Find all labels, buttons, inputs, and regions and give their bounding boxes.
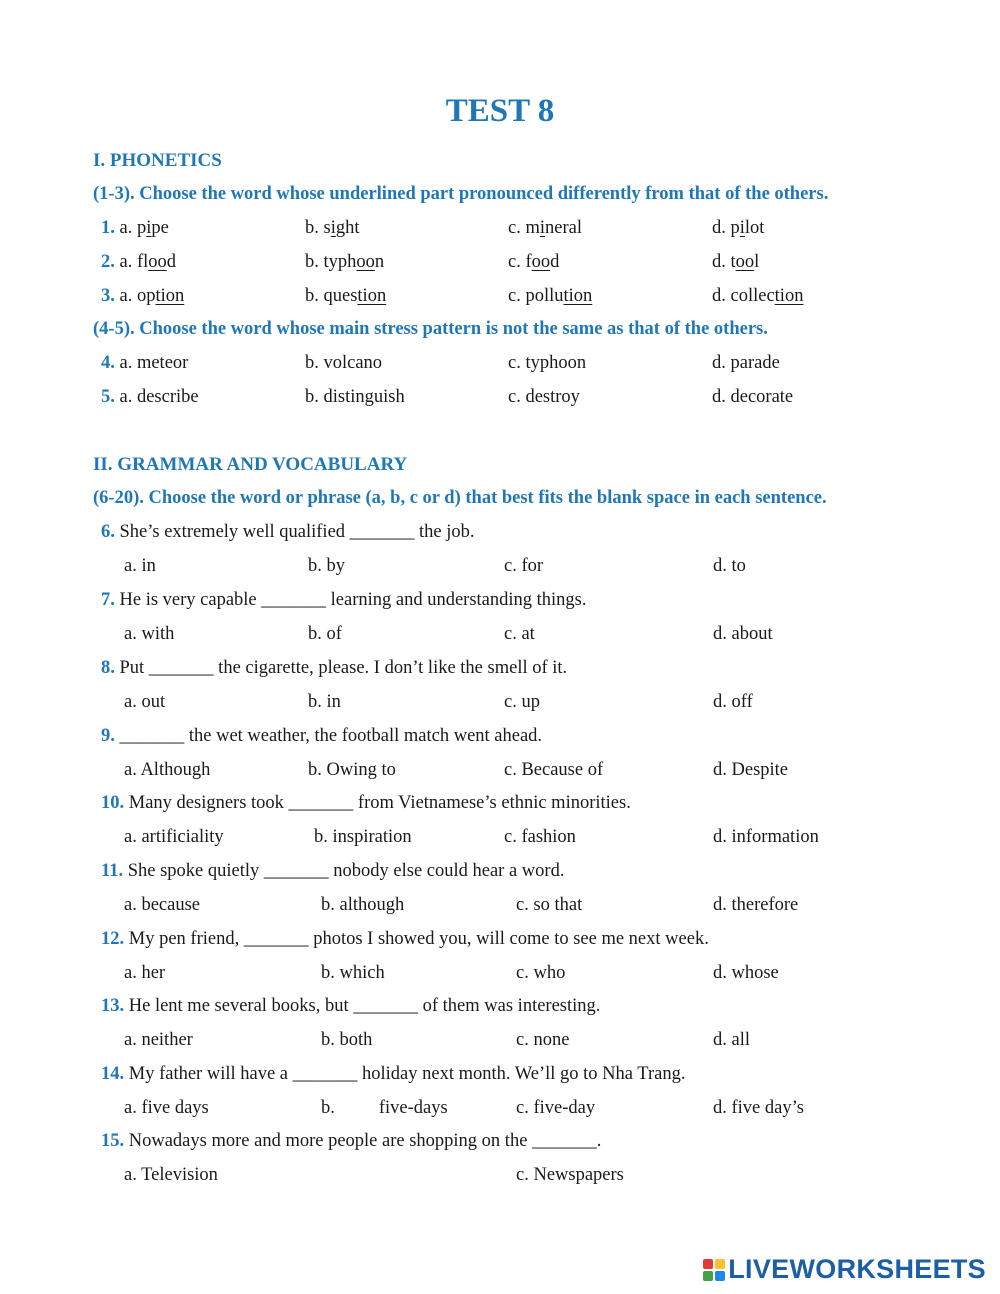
option-b[interactable]: b. volcano: [305, 353, 383, 373]
option-c[interactable]: c. food: [508, 252, 560, 272]
option-a[interactable]: a. in: [124, 556, 156, 576]
option-b[interactable]: b. question: [305, 286, 387, 306]
option-b[interactable]: b. which: [321, 963, 385, 983]
option-b[interactable]: b. inspiration: [314, 827, 412, 847]
option-a[interactable]: a. her: [124, 963, 166, 983]
instruction-1-3: (1-3). Choose the word whose underlined part pronounced differently from that of the others.: [93, 184, 829, 204]
option-a[interactable]: a. Although: [124, 760, 211, 780]
option-c[interactable]: c. at: [504, 624, 535, 644]
question-8: 8. Put _______ the cigarette, please. I don’t like the smell of it.: [101, 658, 568, 678]
question-12: 12. My pen friend, _______ photos I showed you, will come to see me next week.: [101, 929, 709, 949]
option-b[interactable]: b. typhoon: [305, 252, 385, 272]
option-b[interactable]: b. Owing to: [308, 760, 396, 780]
option-c[interactable]: c. five-day: [516, 1098, 596, 1118]
question-number: 5.: [101, 387, 115, 407]
question-3: [101, 286, 184, 307]
section-heading-grammar: II. GRAMMAR AND VOCABULARY: [93, 454, 408, 475]
option-d[interactable]: d. therefore: [713, 895, 799, 915]
option-d[interactable]: d. pilot: [712, 218, 765, 238]
question-9: 9. _______ the wet weather, the football match went ahead.: [101, 726, 543, 746]
option-a[interactable]: a. meteor: [119, 353, 189, 373]
option-b[interactable]: b. in: [308, 692, 341, 712]
question-number: 1.: [101, 218, 115, 238]
option-b[interactable]: b. five-days: [321, 1098, 448, 1118]
option-c[interactable]: c. pollution: [508, 286, 593, 306]
question-number: 2.: [101, 252, 115, 272]
question-1: [101, 218, 169, 239]
option-c[interactable]: c. so that: [516, 895, 583, 915]
option-b[interactable]: b. of: [308, 624, 342, 644]
option-d[interactable]: d. five day’s: [713, 1098, 804, 1118]
logo-text: LIVEWORKSHEETS: [728, 1254, 986, 1284]
option-c[interactable]: c. typhoon: [508, 353, 587, 373]
option-c[interactable]: c. destroy: [508, 387, 580, 407]
option-a[interactable]: a. neither: [124, 1030, 193, 1050]
option-d[interactable]: d. off: [713, 692, 753, 712]
option-a[interactable]: a. five days: [124, 1098, 209, 1118]
option-a[interactable]: a. artificiality: [124, 827, 224, 847]
option-b[interactable]: b. sight: [305, 218, 360, 238]
question-14: 14. My father will have a _______ holiday next month. We’ll go to Nha Trang.: [101, 1064, 686, 1084]
option-b[interactable]: b. by: [308, 556, 345, 576]
option-d[interactable]: d. all: [713, 1030, 750, 1050]
option-c[interactable]: c. fashion: [504, 827, 576, 847]
option-b[interactable]: b. although: [321, 895, 405, 915]
option-a[interactable]: a. pipe: [119, 218, 169, 238]
option-a[interactable]: a. out: [124, 692, 166, 712]
question-13: 13. He lent me several books, but _______ of them was interesting.: [101, 996, 601, 1016]
option-c[interactable]: c. Because of: [504, 760, 604, 780]
option-c[interactable]: c. none: [516, 1030, 570, 1050]
option-a[interactable]: a. option: [119, 286, 185, 306]
page-title: TEST 8: [445, 93, 555, 129]
option-b[interactable]: b. both: [321, 1030, 373, 1050]
question-4: [101, 353, 188, 374]
option-d[interactable]: d. Despite: [713, 760, 789, 780]
option-c[interactable]: c. for: [504, 556, 544, 576]
option-d[interactable]: d. to: [713, 556, 746, 576]
option-a[interactable]: a. because: [124, 895, 201, 915]
option-d[interactable]: d. tool: [712, 252, 760, 272]
option-c[interactable]: c. Newspapers: [516, 1165, 624, 1185]
liveworksheets-logo[interactable]: [703, 1254, 986, 1285]
question-6: 6. She’s extremely well qualified _______ the job.: [101, 522, 475, 542]
option-c[interactable]: c. who: [516, 963, 566, 983]
option-c[interactable]: c. up: [504, 692, 540, 712]
option-a[interactable]: a. with: [124, 624, 175, 644]
option-a[interactable]: a. flood: [119, 252, 177, 272]
instruction-4-5: (4-5). Choose the word whose main stress pattern is not the same as that of the others.: [93, 319, 768, 339]
option-d[interactable]: d. whose: [713, 963, 779, 983]
option-d[interactable]: d. decorate: [712, 387, 794, 407]
section-heading-phonetics: I. PHONETICS: [93, 150, 222, 171]
question-number: 3.: [101, 286, 115, 306]
option-d[interactable]: d. collection: [712, 286, 804, 306]
question-7: 7. He is very capable _______ learning and understanding things.: [101, 590, 587, 610]
logo-icon: [703, 1259, 725, 1281]
question-10: 10. Many designers took _______ from Vietnamese’s ethnic minorities.: [101, 793, 631, 813]
option-b[interactable]: b. distinguish: [305, 387, 405, 407]
question-number: 4.: [101, 353, 115, 373]
option-a[interactable]: a. Television: [124, 1165, 218, 1185]
question-2: [101, 252, 176, 273]
question-15: 15. Nowadays more and more people are shopping on the _______.: [101, 1131, 602, 1151]
option-d[interactable]: d. parade: [712, 353, 780, 373]
option-d[interactable]: d. about: [713, 624, 773, 644]
question-5: [101, 387, 199, 408]
question-11: 11. She spoke quietly _______ nobody else could hear a word.: [101, 861, 565, 881]
option-d[interactable]: d. information: [713, 827, 819, 847]
instruction-6-20: (6-20). Choose the word or phrase (a, b, c or d) that best fits the blank space in each sentence.: [93, 488, 827, 508]
option-c[interactable]: c. mineral: [508, 218, 582, 238]
option-a[interactable]: a. describe: [119, 387, 199, 407]
